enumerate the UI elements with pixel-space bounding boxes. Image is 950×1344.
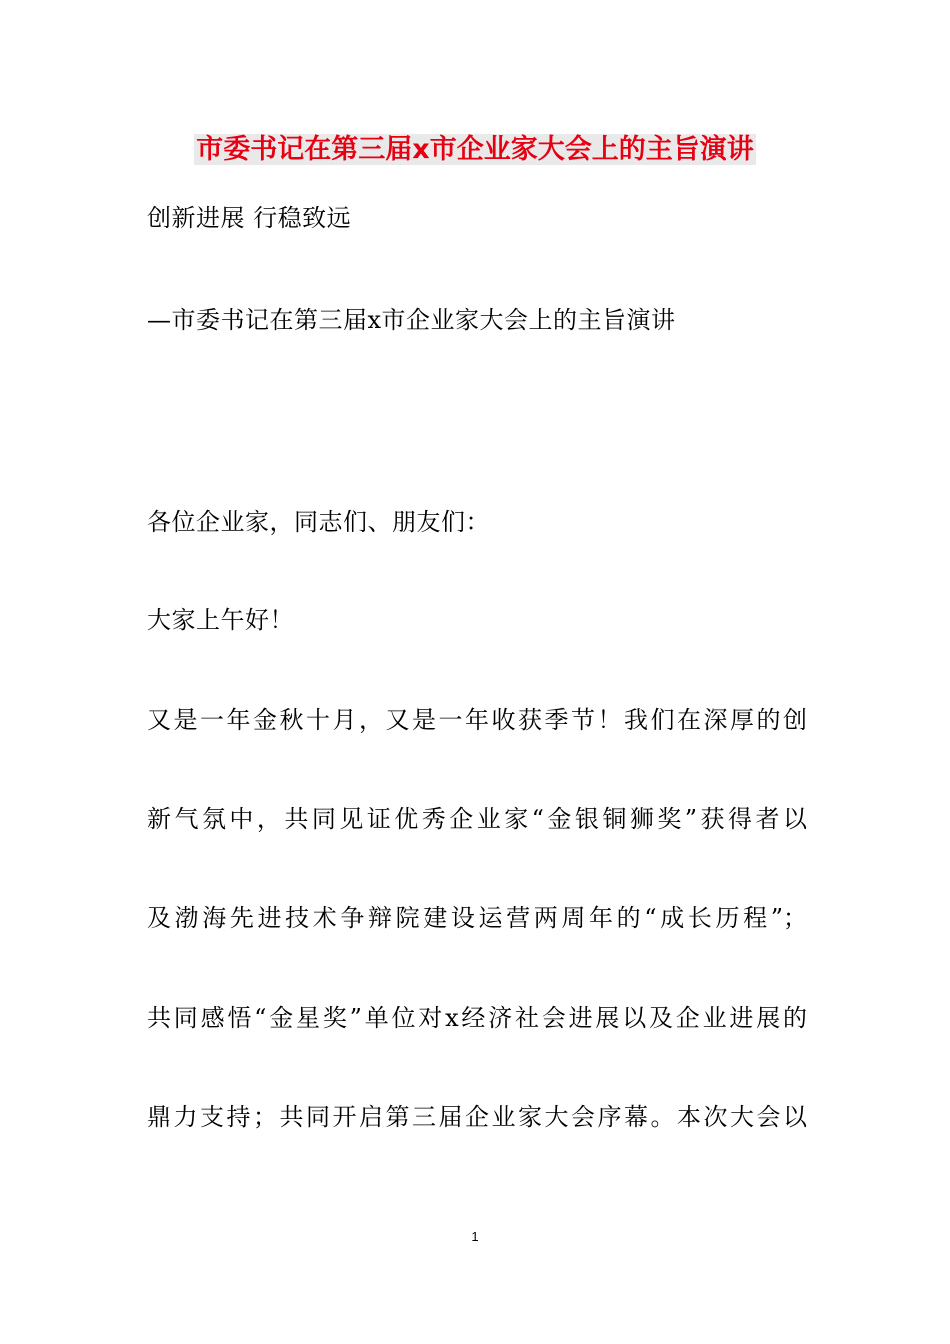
document-subtitle: 创新进展 行稳致远 xyxy=(147,204,352,232)
body-line: 共同感悟“金星奖”单位对x经济社会进展以及企业进展的 xyxy=(147,1004,807,1032)
body-line: 鼎力支持；共同开启第三届企业家大会序幕。本次大会以 xyxy=(147,1103,807,1131)
page-number: 1 xyxy=(471,1229,479,1244)
greeting: 大家上午好！ xyxy=(147,606,294,634)
body-line: 新气氛中，共同见证优秀企业家“金银铜狮奖”获得者以 xyxy=(147,805,807,833)
salutation: 各位企业家，同志们、朋友们： xyxy=(147,508,490,536)
body-line: 及渤海先进技术争辩院建设运营两周年的“成长历程”； xyxy=(147,904,807,932)
document-byline: —市委书记在第三届x市企业家大会上的主旨演讲 xyxy=(147,306,676,334)
document-title xyxy=(0,130,950,170)
body-line: 又是一年金秋十月，又是一年收获季节！我们在深厚的创 xyxy=(147,706,807,734)
document-title-text: 市委书记在第三届x市企业家大会上的主旨演讲 xyxy=(196,134,754,165)
